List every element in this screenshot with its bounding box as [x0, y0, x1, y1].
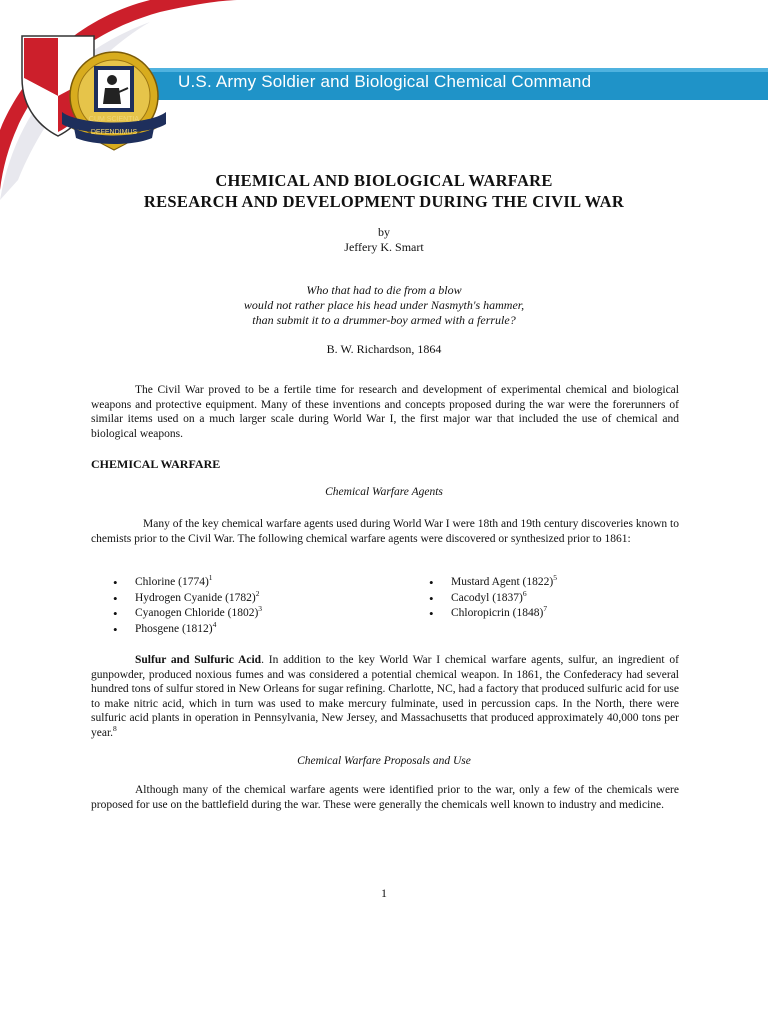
sulfur-lead: Sulfur and Sulfuric Acid	[135, 654, 262, 666]
list-item: • Hydrogen Cyanide $(1782)^2$	[113, 591, 262, 607]
byline-by: by	[378, 225, 390, 239]
subheading-proposals: Chemical Warfare Proposals and Use	[297, 755, 471, 767]
agents-list-right	[429, 575, 557, 622]
epigraph	[0, 283, 768, 328]
section-heading-chemical-warfare: CHEMICAL WARFARE	[91, 457, 221, 471]
list-item: • Cyanogen Chloride $(1802)^3$	[113, 606, 262, 622]
title-line-2: RESEARCH AND DEVELOPMENT DURING THE CIVIL WAR	[143, 192, 625, 211]
epigraph-attribution: B. W. Richardson, 1864	[326, 342, 442, 356]
title-line-1: CHEMICAL AND BIOLOGICAL WARFARE	[215, 171, 553, 190]
seal-motto-top: CUM SCIENTIA	[88, 116, 140, 123]
page-number: 1	[381, 886, 387, 900]
seal-motto-bottom: DEFENDIMUS	[90, 129, 138, 136]
list-item: • Phosgene $(1812)^4$	[113, 622, 262, 638]
epigraph-line-1: Who that had to die from a blow	[306, 283, 462, 297]
sulfur-ref: 8	[113, 723, 117, 733]
agents-list-left	[113, 575, 262, 637]
list-item: • Chloropicrin $(1848)^7$	[429, 606, 557, 622]
agents-paragraph: Many of the key chemical warfare agents used during World War I were 18th and 19th century discoveries known to chemists prior to the Civil War. The following chemical warfare agents were discovered or synthesized prior to 1861:	[91, 518, 679, 545]
subheading-agents: Chemical Warfare Agents	[325, 486, 443, 498]
byline	[0, 225, 768, 255]
byline-author: Jeffery K. Smart	[344, 240, 424, 254]
banner-title: U.S. Army Soldier and Biological Chemical Command	[178, 72, 592, 91]
list-item: • Cacodyl $(1837)^6$	[429, 591, 557, 607]
list-item: • Chlorine $(1774)^1$	[113, 575, 262, 591]
intro-paragraph: The Civil War proved to be a fertile time for research and development of experimental chemical and biological weapons and protective equipment. Many of these inventions and concepts proposed during the war were the forerunners of similar items used on a much larger scale during World War I, the first major war that included the use of chemical and biological weapons.	[91, 384, 679, 440]
document-title	[0, 170, 768, 212]
epigraph-line-3: than submit it to a drummer-boy armed with a ferrule?	[252, 313, 516, 327]
sulfur-paragraph	[91, 653, 679, 740]
list-item: • Mustard Agent $(1822)^5$	[429, 575, 557, 591]
epigraph-line-2: would not rather place his head under Nasmyth's hammer,	[243, 298, 525, 312]
sulfur-body: . In addition to the key World War I chemical warfare agents, sulfur, an ingredient of gunpowder, produced noxious fumes and was considered a potential chemical weapon. In 1861, the Confederacy had several hundred tons of sulfur stored in New Orleans for sugar refining. Charlotte, NC, had a factory that produced sulfuric acid for use to make nitric acid, which in turn was used to make mercury fulminate, used in percussion caps. In the North, there were sulfuric acid plants in operation in Pennsylvania, New Jersey, and Massachusetts that produced approximately 40,000 tons per year.	[91, 654, 679, 739]
proposals-paragraph: Although many of the chemical warfare agents were identified prior to the war, only a few of the chemicals were proposed for use on the battlefield during the war. These were generally the chemicals well known to industry and medicine.	[91, 784, 679, 811]
